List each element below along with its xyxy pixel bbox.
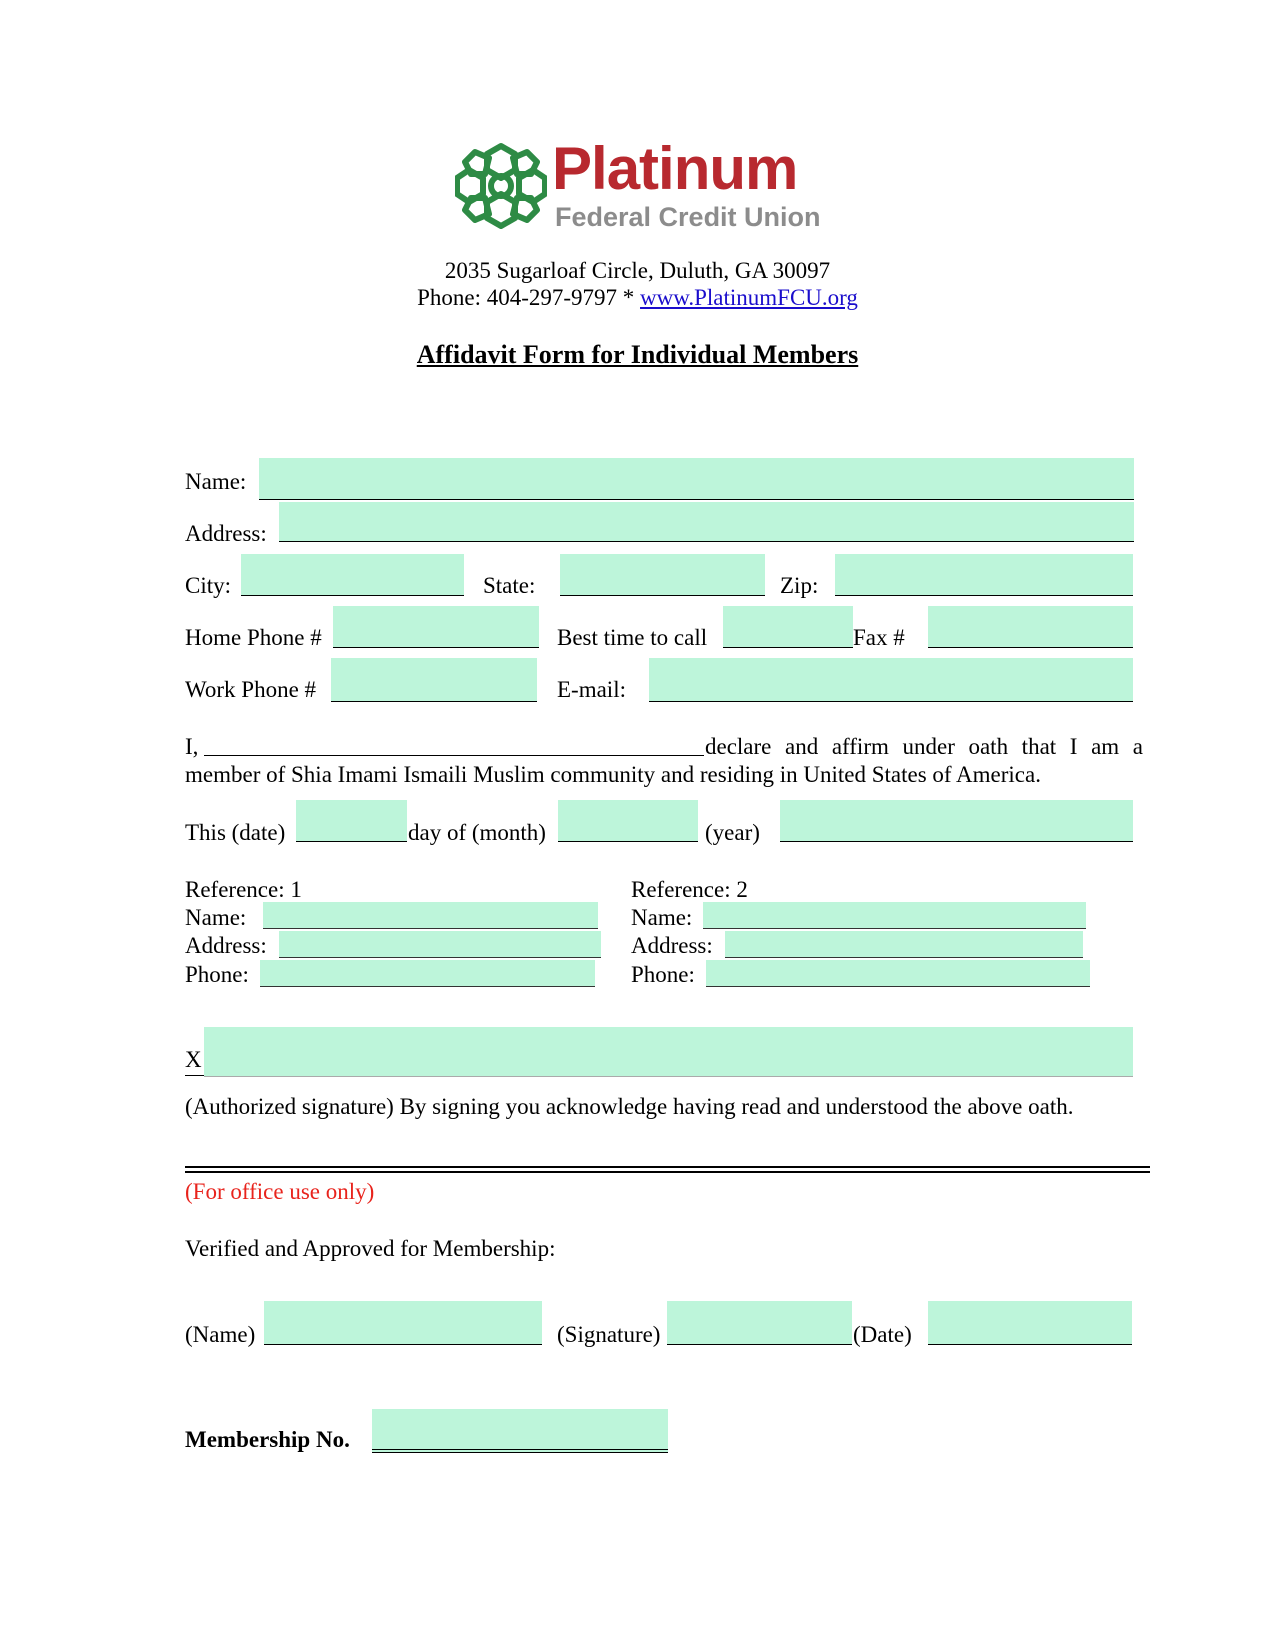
zip-input[interactable] xyxy=(835,554,1133,596)
office-divider xyxy=(185,1166,1150,1173)
header-address: 2035 Sugarloaf Circle, Duluth, GA 30097 xyxy=(444,258,831,283)
state-input[interactable] xyxy=(560,554,765,596)
office-heading: (For office use only) xyxy=(185,1179,375,1204)
address-input[interactable] xyxy=(279,502,1134,542)
office-verified: Verified and Approved for Membership: xyxy=(185,1236,556,1261)
reference-1-address-input[interactable] xyxy=(279,931,601,958)
month-label: day of (month) xyxy=(408,820,546,845)
header-phone: Phone: 404-297-9797 * xyxy=(417,285,641,310)
email-input[interactable] xyxy=(649,658,1133,702)
city-label: City: xyxy=(185,573,232,598)
reference-2-address-input[interactable] xyxy=(725,931,1083,958)
website-link[interactable]: www.PlatinumFCU.org xyxy=(640,285,858,310)
name-label: Name: xyxy=(185,469,247,494)
interlocking-ring-emblem-icon xyxy=(455,140,547,232)
signature-mark: X xyxy=(185,1047,202,1072)
declaration-name-line[interactable] xyxy=(204,755,704,756)
address-label: Address: xyxy=(185,521,267,546)
reference-1-address-label: Address: xyxy=(185,933,267,958)
page-title: Affidavit Form for Individual Members xyxy=(416,340,859,369)
office-date-label: (Date) xyxy=(853,1322,912,1347)
header-contact xyxy=(0,285,1275,311)
signature-input[interactable] xyxy=(204,1027,1133,1077)
name-input[interactable] xyxy=(259,458,1134,500)
reference-2-name-label: Name: xyxy=(631,905,693,930)
office-signature-label: (Signature) xyxy=(557,1322,661,1347)
declaration-line2: member of Shia Imami Ismaili Muslim community and residing in United States of America. xyxy=(185,762,1041,787)
reference-2-phone-input[interactable] xyxy=(706,960,1090,987)
reference-1-name-input[interactable] xyxy=(263,902,598,929)
city-input[interactable] xyxy=(241,554,464,596)
best-time-input[interactable] xyxy=(723,606,853,648)
declaration-prefix: I, xyxy=(185,734,199,759)
declaration-line1-end: declare and affirm under oath that I am a xyxy=(705,734,1143,759)
date-year-input[interactable] xyxy=(780,800,1133,842)
best-time-label: Best time to call xyxy=(557,625,708,650)
signature-x-underline xyxy=(185,1075,204,1076)
signature-note: (Authorized signature) By signing you acknowledge having read and understood the above oath. xyxy=(185,1094,1074,1119)
office-date-input[interactable] xyxy=(928,1301,1132,1345)
office-signature-input[interactable] xyxy=(667,1301,852,1345)
reference-1-phone-label: Phone: xyxy=(185,962,249,987)
brand-name: Platinum xyxy=(552,135,798,202)
reference-2-name-input[interactable] xyxy=(703,902,1086,929)
reference-2-address-label: Address: xyxy=(631,933,713,958)
reference-1-name-label: Name: xyxy=(185,905,247,930)
reference-1-phone-input[interactable] xyxy=(260,960,595,987)
reference-2-heading: Reference: 2 xyxy=(631,877,748,902)
date-day-input[interactable] xyxy=(296,800,407,842)
logo xyxy=(455,135,825,235)
membership-label: Membership No. xyxy=(185,1427,350,1452)
brand-subtitle: Federal Credit Union xyxy=(555,202,821,232)
state-label: State: xyxy=(483,573,536,598)
date-month-input[interactable] xyxy=(558,800,698,842)
membership-number-input[interactable] xyxy=(372,1409,668,1453)
office-name-input[interactable] xyxy=(264,1301,542,1345)
work-phone-input[interactable] xyxy=(331,658,537,702)
reference-1-heading: Reference: 1 xyxy=(185,877,302,902)
work-phone-label: Work Phone # xyxy=(185,677,317,702)
fax-label: Fax # xyxy=(853,625,905,650)
office-name-label: (Name) xyxy=(185,1322,256,1347)
home-phone-input[interactable] xyxy=(333,606,539,648)
date-label: This (date) xyxy=(185,820,286,845)
email-label: E-mail: xyxy=(557,677,626,702)
year-label: (year) xyxy=(705,820,760,845)
home-phone-label: Home Phone # xyxy=(185,625,322,650)
fax-input[interactable] xyxy=(928,606,1133,648)
reference-2-phone-label: Phone: xyxy=(631,962,695,987)
zip-label: Zip: xyxy=(780,573,819,598)
